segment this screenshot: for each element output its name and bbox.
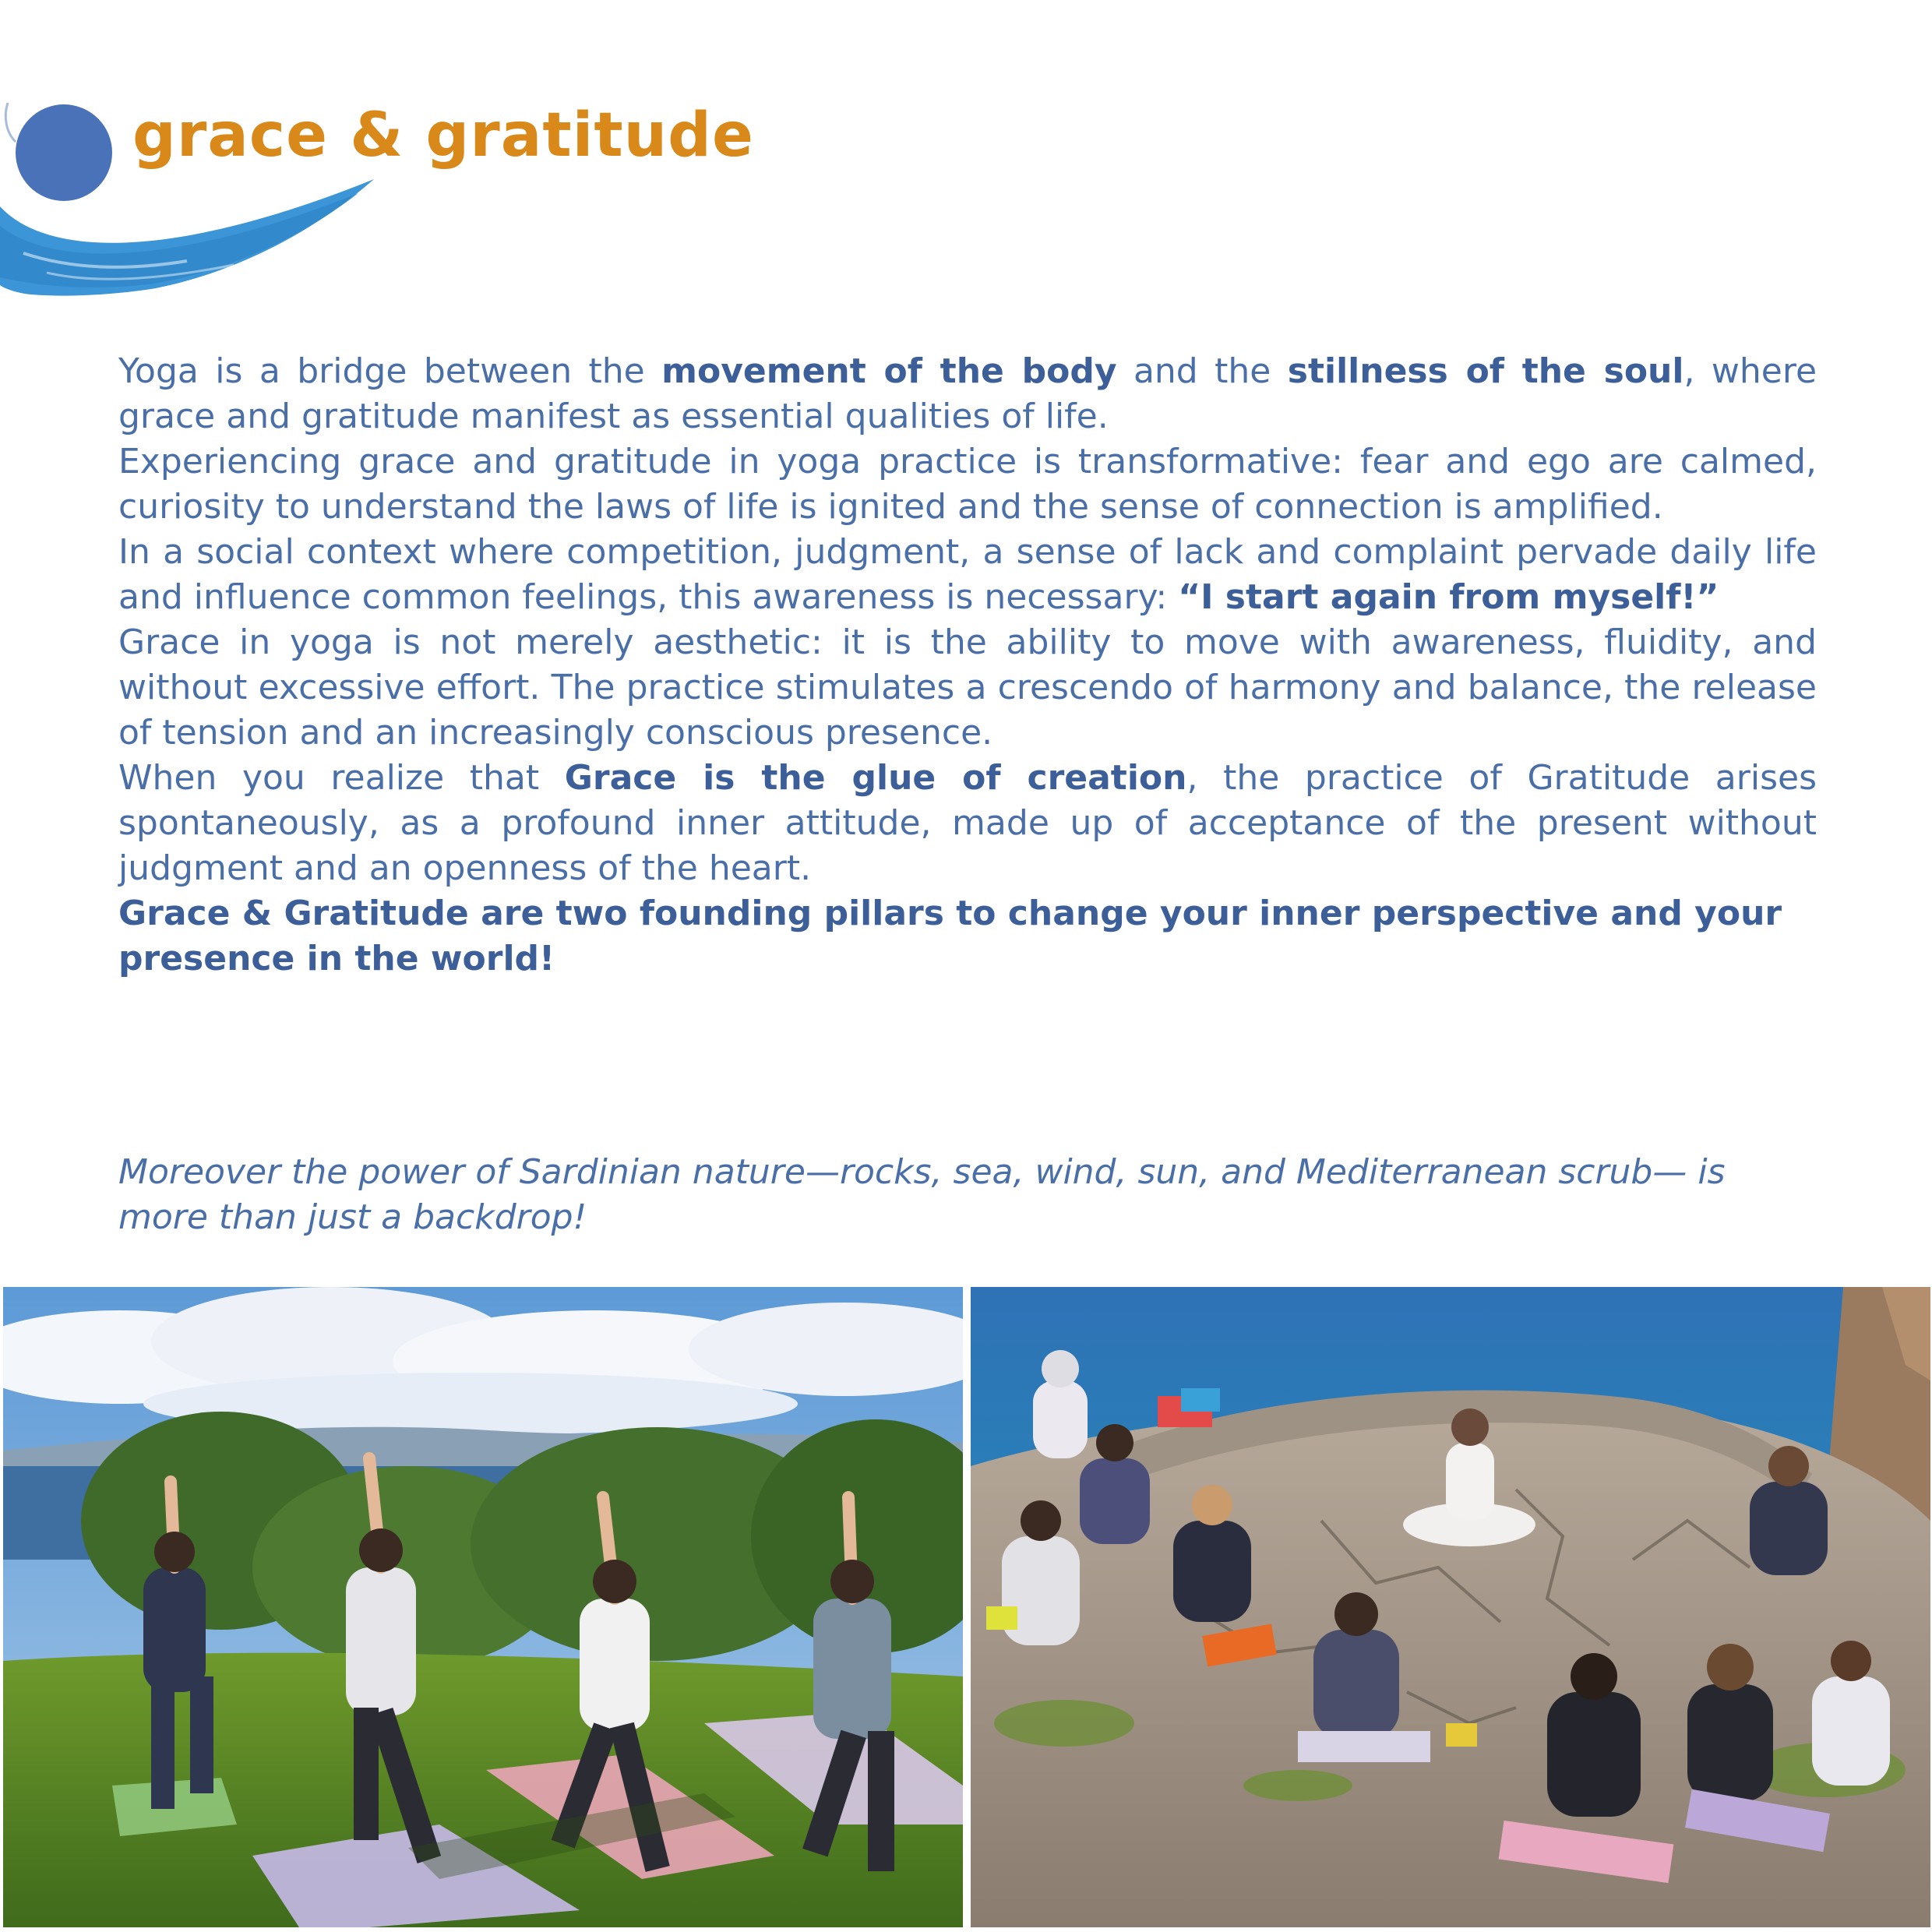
photo-rock-meditation bbox=[971, 1287, 1930, 1927]
paragraph-3: In a social context where competition, judgment, a sense of lack and complaint pervade daily life and influence common feelings, this awareness is necessary: “I start again from myself!” bbox=[118, 532, 1817, 617]
page-title: grace & gratitude bbox=[132, 100, 754, 171]
italic-note: Moreover the power of Sardinian nature—rocks, sea, wind, sun, and Mediterranean scrub— is more than just a backdrop! bbox=[118, 1152, 1726, 1237]
logo-circle bbox=[16, 104, 112, 201]
paragraph-2: Experiencing grace and gratitude in yoga practice is transformative: fear and ego are calmed, curiosity to understand the laws of life is ignited and the sense of connection is amplified. bbox=[118, 442, 1817, 527]
closing-statement: Grace & Gratitude are two founding pillars to change your inner perspective and your presence in the world! bbox=[118, 894, 1782, 978]
bold-phrase: Grace is the glue of creation bbox=[564, 758, 1187, 798]
bold-phrase: movement of the body bbox=[661, 351, 1117, 391]
bold-phrase: stillness of the soul bbox=[1287, 351, 1684, 391]
paragraph-5: When you realize that Grace is the glue of creation, the practice of Gratitude arises spontaneously, as a profound inner attitude, made up of acceptance of the present without judgment and an openness of the heart. bbox=[118, 758, 1817, 888]
paragraph-1: Yoga is a bridge between the movement of the body and the stillness of the soul, where grace and gratitude manifest as essential qualities of life. bbox=[118, 351, 1817, 436]
paragraph-4: Grace in yoga is not merely aesthetic: it is the ability to move with awareness, fluidity, and without excessive effort. The practice stimulates a crescendo of harmony and balance, the release of tension and an increasingly conscious presence. bbox=[118, 622, 1817, 753]
bold-phrase: “I start again from myself!” bbox=[1178, 577, 1719, 617]
photo-garden-yoga bbox=[3, 1287, 963, 1927]
body-text bbox=[118, 349, 1817, 982]
